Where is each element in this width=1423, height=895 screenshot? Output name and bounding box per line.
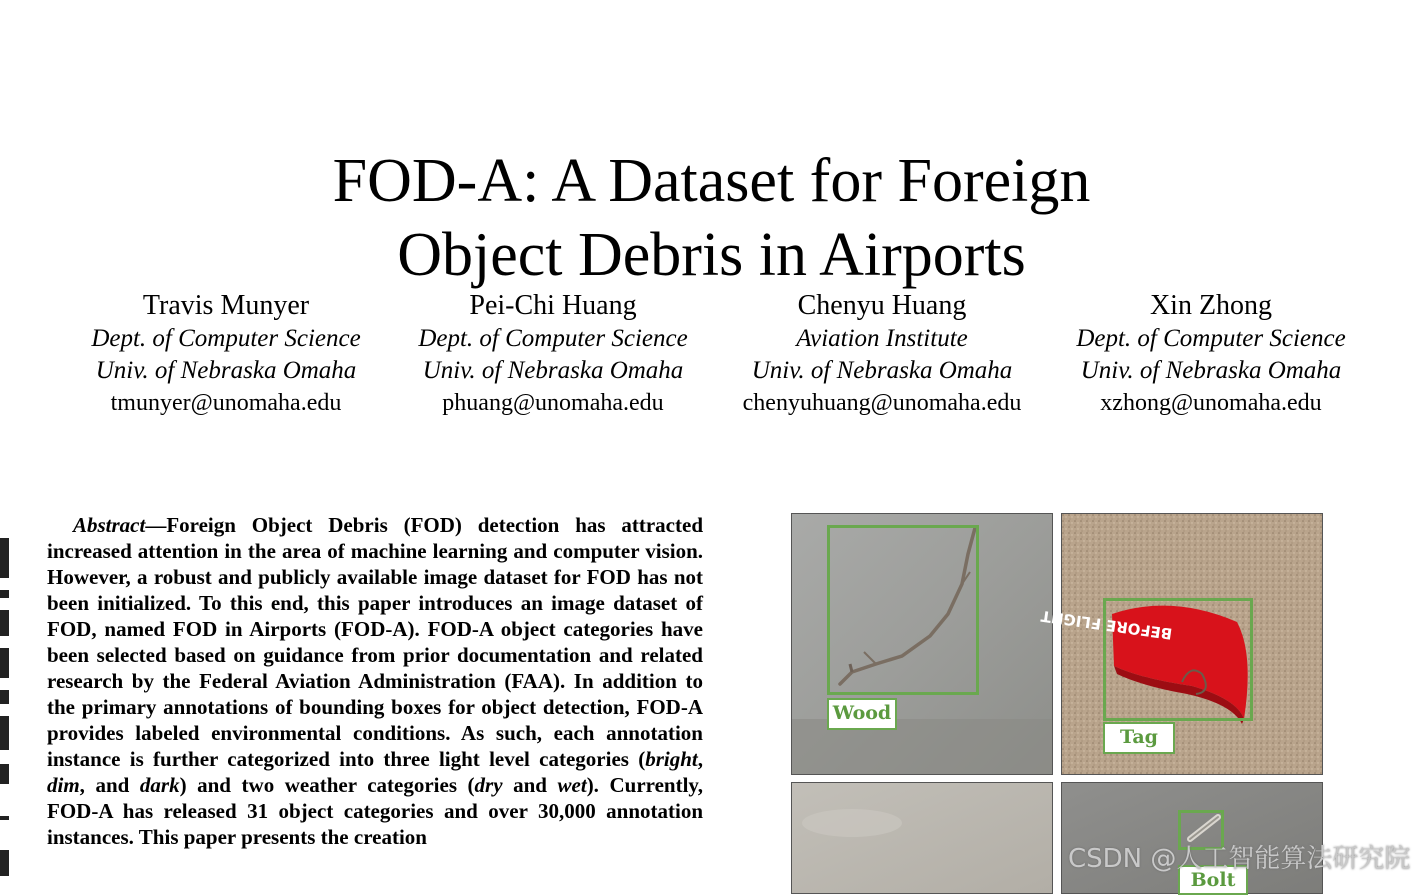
- abstract-separator: , and: [79, 773, 140, 797]
- tag-bounding-box: [1103, 598, 1253, 721]
- abstract-text-1: Foreign Object Debris (FOD) detection has attracted increased attention in the area of machine learning and computer vision. However, a robust and publicly available image dataset for FOD has not been initialized. To this end, this paper introduces an image dataset of FOD, named FOD in Airports (FOD-A). FOD-A object categories have been selected based on guidance from prior documentation and related research by the Federal Aviation Administration (FAA). In addition to the primary annotations of bounding boxes for object detection, FOD-A provides labeled environmental conditions. As such, each annotation instance is further categorized into three light level categories (: [47, 513, 703, 771]
- figure-panel-concrete: [791, 782, 1053, 894]
- abstract: [47, 512, 703, 850]
- author-block-2: [383, 288, 723, 419]
- author-block-3: [712, 288, 1052, 419]
- author-university: Univ. of Nebraska Omaha: [422, 357, 684, 384]
- author-name: Xin Zhong: [1149, 290, 1273, 321]
- author-name: Chenyu Huang: [797, 290, 967, 321]
- light-bright: bright: [645, 747, 698, 771]
- author-block-4: [1041, 288, 1381, 419]
- author-department: Dept. of Computer Science: [418, 325, 688, 352]
- abstract-text-3: ). Currently, FOD-A has released 31 object categories and over 30,000 annotation instances. This paper presents the creation: [47, 773, 704, 849]
- author-block-1: [56, 288, 396, 419]
- author-department: Dept. of Computer Science: [91, 325, 361, 352]
- figure-panel-wood: [791, 513, 1053, 775]
- author-email: xzhong@unomaha.edu: [1100, 390, 1322, 416]
- author-name: Travis Munyer: [142, 290, 310, 321]
- author-email: tmunyer@unomaha.edu: [110, 390, 342, 416]
- author-department: Dept. of Computer Science: [1076, 325, 1346, 352]
- author-name: Pei-Chi Huang: [469, 290, 637, 321]
- abstract-separator: ,: [697, 747, 703, 771]
- author-department: Aviation Institute: [796, 325, 968, 352]
- paper-title: [0, 144, 1423, 292]
- bolt-label: Bolt: [1178, 865, 1248, 895]
- weather-dry: dry: [474, 773, 503, 797]
- arxiv-margin-stamp: [0, 520, 10, 880]
- wood-bounding-box: [827, 525, 979, 695]
- abstract-label: Abstract: [73, 513, 146, 537]
- abstract-text-2: ) and two weather categories (: [179, 773, 475, 797]
- wood-label: Wood: [827, 698, 897, 730]
- author-email: phuang@unomaha.edu: [442, 390, 664, 416]
- light-dim: dim: [47, 773, 80, 797]
- weather-wet: wet: [557, 773, 587, 797]
- tag-label: Tag: [1103, 722, 1175, 754]
- author-email: chenyuhuang@unomaha.edu: [742, 390, 1022, 416]
- author-university: Univ. of Nebraska Omaha: [1080, 357, 1342, 384]
- svg-text:BEFORE FLIGHT: BEFORE FLIGHT: [1039, 606, 1174, 643]
- paper-title-line-2: Object Debris in Airports: [397, 220, 1026, 289]
- figure-panel-tag: [1039, 513, 1323, 775]
- abstract-separator: and: [502, 773, 558, 797]
- abstract-dash: —: [145, 513, 167, 537]
- concrete-photo: [792, 783, 1052, 893]
- author-university: Univ. of Nebraska Omaha: [95, 357, 357, 384]
- author-university: Univ. of Nebraska Omaha: [751, 357, 1013, 384]
- csdn-watermark: CSDN @人工智能算法研究院: [1068, 844, 1411, 874]
- paper-title-line-1: FOD-A: A Dataset for Foreign: [332, 146, 1091, 215]
- light-dark: dark: [139, 773, 180, 797]
